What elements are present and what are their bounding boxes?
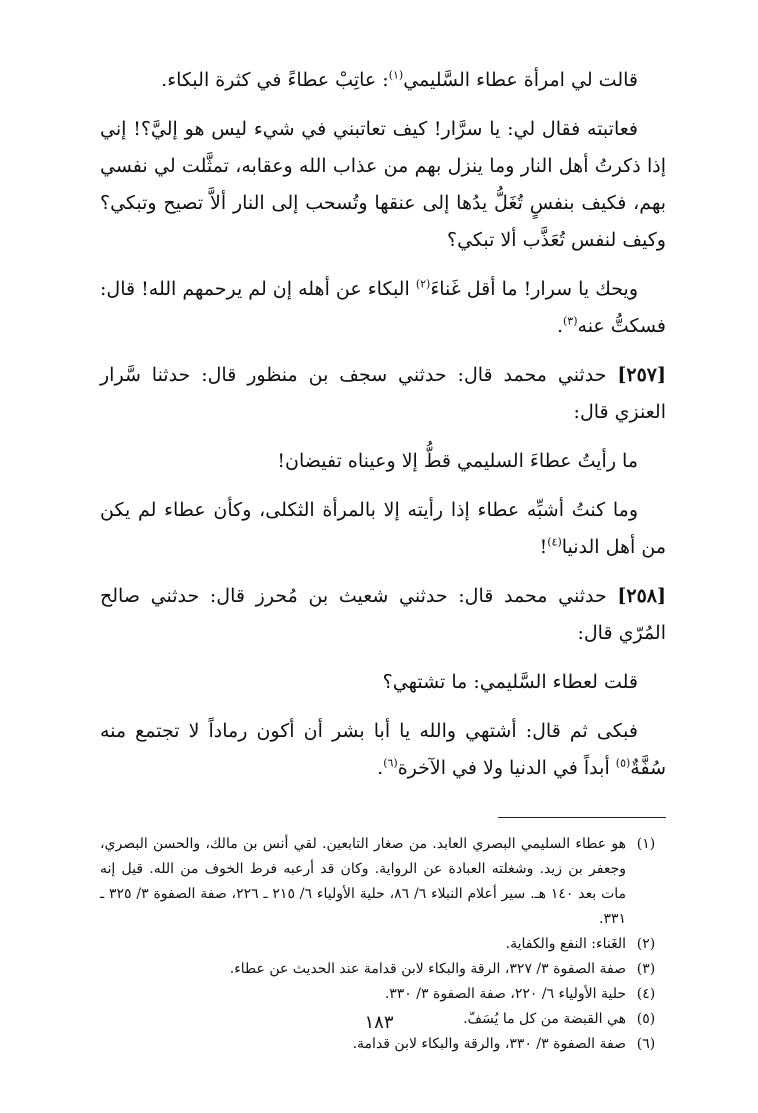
- footnote-number: (٢): [636, 936, 656, 952]
- footnote-ref: (٢): [415, 277, 431, 291]
- paragraph-3: [100, 271, 666, 345]
- narration-257: [100, 357, 666, 431]
- footnote-6: [100, 1032, 666, 1057]
- paragraph-text: فبكى ثم قال: أشتهي والله يا أبا بشر أن أكون رماداً لا تجتمع منه سُفَّةٌ: [100, 720, 666, 779]
- footnote-separator: [498, 817, 666, 818]
- paragraph-2: [100, 111, 666, 259]
- full-stop: .: [377, 757, 384, 779]
- paragraph-text: !: [539, 536, 548, 558]
- narration-number: [٢٥٧]: [617, 364, 666, 386]
- footnote-1: [100, 832, 666, 932]
- paragraph-text: حدثني محمد قال: حدثني شعيث بن مُحرز قال: حدثني صالح المُرّي قال:: [100, 585, 666, 644]
- footnote-number: (٦): [636, 1036, 656, 1052]
- footnote-text: هي القبضة من كل ما يُسَفّ.: [463, 1011, 626, 1027]
- paragraph-text: فعاتبته فقال لي: يا سرَّار! كيف تعاتبني في شيء ليس هو إليَّ؟! إني إذا ذكرتُ أهل النار وما ينزل بهم من عذاب الله وعقابه، تمثَّلت لي نفسي بهم، فكيف بنفسٍ تُغَلُّ يدُها إلى عنقها وتُسحب إلى النار ألاَّ تصيح وتبكي؟ وكيف لنفس تُعَذَّب ألا تبكي؟: [100, 118, 666, 251]
- paragraph-5: [100, 443, 666, 480]
- paragraph-8: [100, 664, 666, 701]
- footnote-text: الغَناء: النفع والكفاية.: [505, 936, 626, 952]
- footnote-3: [100, 957, 666, 982]
- footnote-text: حلية الأولياء ٦/ ٢٢٠، صفة الصفوة ٣/ ٣٣٠.: [384, 986, 626, 1002]
- paragraph-text: حدثني محمد قال: حدثني سجف بن منظور قال: حدثنا سَّرار العنزي قال:: [100, 364, 666, 423]
- footnote-2: [100, 932, 666, 957]
- narration-number: [٢٥٨]: [617, 585, 666, 607]
- paragraph-text: ما رأيتُ عطاءَ السليمي قطُّ إلا وعيناه تفيضان!: [277, 450, 638, 472]
- paragraph-text: : عاتِبْ عطاءً في كثرة البكاء.: [161, 69, 389, 91]
- footnote-ref: (٣): [563, 314, 578, 328]
- footnote-ref: (١): [388, 68, 404, 82]
- footnote-text: هو عطاء السليمي البصري العابد. من صغار التابعين. لقي أنس بن مالك، والحسن البصري، وجعفر بن زيد. وشغلته العبادة عن الرواية. وكان قد أرعبه فرط الخوف من الله. قيل إنه مات بعد ١٤٠ هـ. سير أعلام النبلاء ٦/ ٨٦، حلية الأولياء ٦/ ٢١٥ ـ ٢٢٦، صفة الصفوة ٣/ ٣٢٥ ـ ٣٣١.: [100, 836, 627, 927]
- footnote-ref: (٥): [615, 756, 631, 770]
- narration-258: [100, 578, 666, 652]
- full-stop: .: [556, 315, 563, 337]
- paragraph-text: ويحك يا سرار! ما أقل غَناءَ: [430, 278, 638, 300]
- paragraph-1: [100, 62, 666, 99]
- footnote-text: صفة الصفوة ٣/ ٣٣٠، والرقة والبكاء لابن قدامة.: [352, 1036, 626, 1052]
- paragraph-text: البكاء عن أهله إن لم يرحمهم الله! قال: فسكتُّ عنه: [100, 278, 666, 337]
- footnote-number: (٣): [636, 961, 656, 977]
- footnote-text: صفة الصفوة ٣/ ٣٢٧، الرقة والبكاء لابن قدامة عند الحديث عن عطاء.: [229, 961, 626, 977]
- footnote-number: (١): [636, 836, 656, 852]
- footnote-ref: (٦): [383, 756, 398, 770]
- footnote-number: (٥): [636, 1011, 656, 1027]
- page-number: ١٨٣: [364, 1012, 394, 1033]
- paragraph-text: أبداً في الدنيا ولا في الآخرة: [397, 757, 616, 779]
- paragraph-text: وما كنتُ أشبِّه عطاء إذا رأيته إلا بالمرأة الثكلى، وكأن عطاء لم يكن من أهل الدنيا: [100, 499, 666, 558]
- footnote-4: [100, 982, 666, 1007]
- paragraph-6: [100, 492, 666, 566]
- footnote-number: (٤): [636, 986, 656, 1002]
- paragraph-text: قلت لعطاء السَّليمي: ما تشتهي؟: [382, 671, 638, 693]
- footnote-ref: (٤): [547, 535, 562, 549]
- paragraph-text: قالت لي امرأة عطاء السَّليمي: [403, 69, 638, 91]
- paragraph-9: [100, 713, 666, 787]
